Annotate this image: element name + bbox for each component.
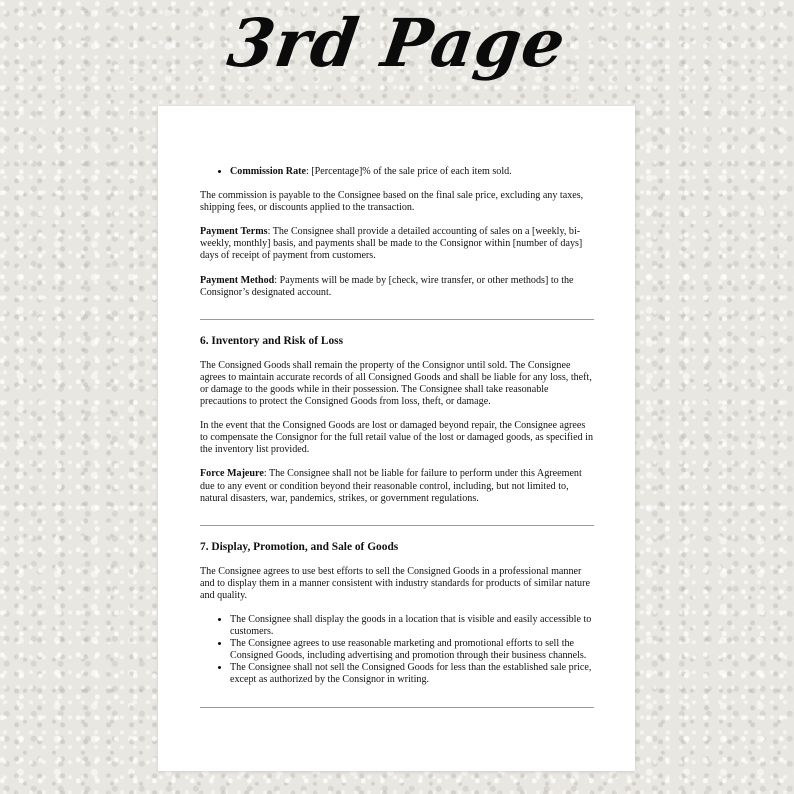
commission-paragraph: The commission is payable to the Consignee based on the final sale price, excluding any taxes, shipping fees, or discounts applied to the transaction. [200, 190, 584, 214]
force-majeure-paragraph [200, 468, 594, 504]
commission-rate-label: Commission Rate [230, 166, 306, 177]
list-item: • The Consignee shall not sell the Consigned Goods for less than the established sale price, except as authorized by the Consignor in writing. [230, 662, 594, 686]
payment-terms-text: : The Consignee shall provide a detailed accounting of sales on a [weekly, bi-weekly, monthly] basis, and payments shall be made to the Consignor within [number of days] days of receipt of payment from customers. [200, 226, 583, 262]
force-majeure-text: : The Consignee shall not be liable for failure to perform under this Agreement due to any event or condition beyond their reasonable control, including, but not limited to, natural disasters, war, pandemics, strikes, or government regulations. [200, 468, 582, 504]
payment-terms-label: Payment Terms [200, 226, 268, 238]
section-divider [200, 319, 594, 320]
section-6-paragraph-1: The Consigned Goods shall remain the property of the Consignor until sold. The Consignee agrees to maintain accurate records of all Consigned Goods and shall be liable for any loss, theft, or damage to the goods while in their possession. The Consignee shall take reasonable precautions to protect the Consigned Goods from loss, theft, or damage. [200, 359, 592, 408]
section-divider [200, 525, 594, 526]
section-7-heading: 7. Display, Promotion, and Sale of Goods [200, 540, 399, 553]
commission-list [200, 166, 594, 178]
document-page [158, 106, 635, 771]
force-majeure-label: Force Majeure [200, 468, 264, 480]
section-7-bullet-list [200, 614, 594, 687]
section-7-paragraph-1: The Consignee agrees to use best efforts to sell the Consigned Goods in a professional manner and to display them in a manner consistent with industry standards for products of similar nature and quality. [200, 565, 590, 601]
payment-method-text: : Payments will be made by [check, wire transfer, or other methods] to the Consignor’s designated account. [200, 274, 574, 298]
section-6-paragraph-2: In the event that the Consigned Goods are lost or damaged beyond repair, the Consignee agrees to compensate the Consignor for the full retail value of the lost or damaged goods, as specified in the inventory list provided. [200, 420, 593, 456]
commission-rate-text: : [Percentage]% of the sale price of each item sold. [305, 166, 512, 177]
page-title: 3rd Page [223, 4, 571, 82]
section-6-heading: 6. Inventory and Risk of Loss [200, 334, 344, 347]
payment-method-paragraph [200, 275, 594, 299]
list-item: • The Consignee agrees to use reasonable marketing and promotional efforts to sell the Consigned Goods, including advertising and promotion through their business channels. [230, 638, 594, 662]
list-item: • The Consignee shall display the goods in a location that is visible and easily accessible to customers. [230, 614, 594, 638]
section-divider [200, 707, 594, 708]
list-item [230, 166, 594, 178]
payment-method-label: Payment Method [200, 274, 275, 286]
payment-terms-paragraph [200, 226, 594, 262]
